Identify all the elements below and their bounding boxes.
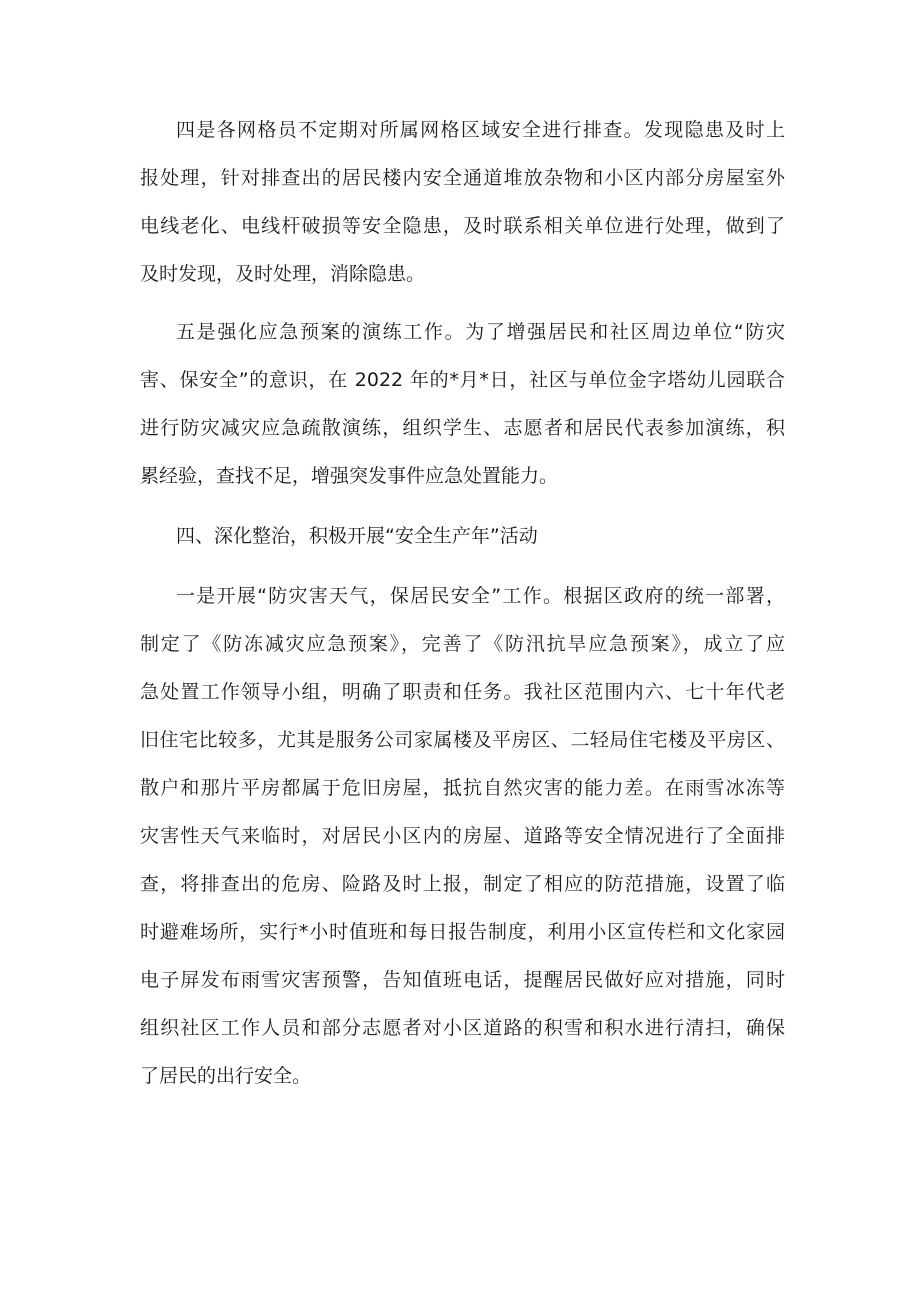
paragraph-line: 了居民的出行安全。 [140,1065,312,1087]
paragraph-line: 报处理，针对排查出的居民楼内安全通道堆放杂物和小区内部分房屋室外 [140,167,785,189]
paragraph-line: 查，将排查出的危房、险路及时上报，制定了相应的防范措施，设置了临 [140,873,785,895]
paragraph-line: 时避难场所，实行*小时值班和每日报告制度，利用小区宣传栏和文化家园 [140,921,785,943]
paragraph-line: 散户和那片平房都属于危旧房屋，抵抗自然灾害的能力差。在雨雪冰冻等 [140,777,785,799]
paragraph-line: 一是开展“防灾害天气，保居民安全”工作。根据区政府的统一部署， [176,585,785,607]
paragraph-line: 灾害性天气来临时，对居民小区内的房屋、道路等安全情况进行了全面排 [140,825,785,847]
paragraph-line: 电子屏发布雨雪灾害预警，告知值班电话，提醒居民做好应对措施，同时 [140,969,785,991]
paragraph-line: 五是强化应急预案的演练工作。为了增强居民和社区周边单位“防灾 [176,321,785,343]
paragraph-line: 累经验，查找不足，增强突发事件应急处置能力。 [140,465,559,487]
paragraph-line: 电线老化、电线杆破损等安全隐患，及时联系相关单位进行处理，做到了 [140,215,785,237]
paragraph-line: 旧住宅比较多，尤其是服务公司家属楼及平房区、二轻局住宅楼及平房区、 [140,729,785,751]
section-heading: 四、深化整治，积极开展“安全生产年”活动 [176,525,538,547]
paragraph-line: 四是各网格员不定期对所属网格区域安全进行排查。发现隐患及时上 [176,119,785,141]
paragraph-line: 制定了《防冻减灾应急预案》，完善了《防汛抗旱应急预案》，成立了应 [140,633,785,655]
paragraph-line: 害、保安全”的意识，在 2022 年的*月*日，社区与单位金字塔幼儿园联合 [140,369,785,391]
paragraph-line: 及时发现，及时处理，消除隐患。 [140,263,426,285]
paragraph-line: 急处置工作领导小组，明确了职责和任务。我社区范围内六、七十年代老 [140,681,785,703]
paragraph-line: 进行防灾减灾应急疏散演练，组织学生、志愿者和居民代表参加演练，积 [140,417,785,439]
paragraph-line: 组织社区工作人员和部分志愿者对小区道路的积雪和积水进行清扫，确保 [140,1017,785,1039]
